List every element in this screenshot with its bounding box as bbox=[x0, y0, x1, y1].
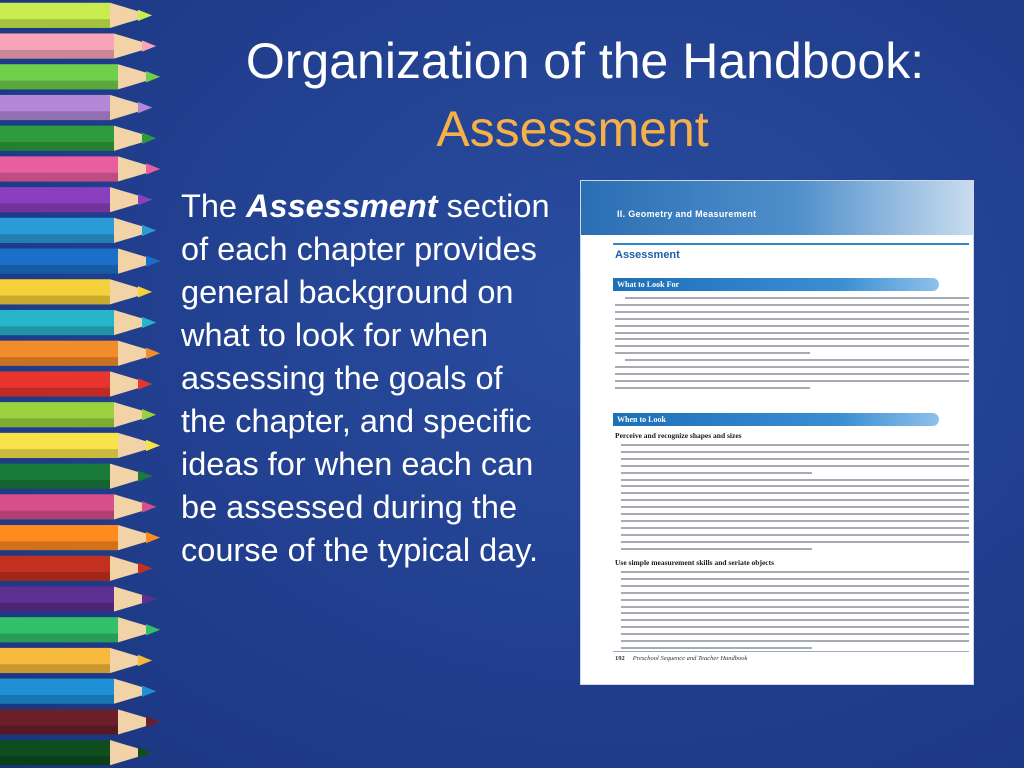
text-line bbox=[621, 647, 812, 649]
text-line bbox=[615, 345, 969, 347]
text-line bbox=[621, 534, 969, 536]
text-line bbox=[615, 366, 969, 368]
text-line bbox=[625, 359, 969, 361]
text-line bbox=[615, 304, 969, 306]
slide-title: Organization of the Handbook: bbox=[245, 33, 925, 89]
text-line bbox=[621, 520, 969, 522]
text-line bbox=[621, 626, 969, 628]
pencil bbox=[0, 279, 152, 304]
pencil bbox=[0, 494, 156, 519]
subhead-shapes: Perceive and recognize shapes and sizes bbox=[615, 431, 742, 440]
section-bar-when-to-look bbox=[613, 413, 939, 426]
text-line bbox=[621, 578, 969, 580]
pencil bbox=[0, 464, 152, 489]
handbook-page-image bbox=[581, 181, 973, 684]
pencil bbox=[0, 126, 156, 151]
page-heading: Assessment bbox=[615, 249, 680, 261]
text-line bbox=[621, 444, 969, 446]
pencil bbox=[0, 187, 152, 212]
text-line bbox=[621, 513, 969, 515]
text-line bbox=[621, 633, 969, 635]
text-line bbox=[621, 548, 812, 550]
pencil bbox=[0, 95, 152, 120]
text-line bbox=[621, 571, 969, 573]
pencil bbox=[0, 679, 156, 704]
pencil bbox=[0, 341, 160, 366]
pencil bbox=[0, 310, 156, 335]
text-line bbox=[621, 472, 812, 474]
text-line bbox=[621, 599, 969, 601]
text-line bbox=[615, 373, 969, 375]
text-line bbox=[615, 332, 969, 334]
text-line bbox=[621, 451, 969, 453]
text-line bbox=[621, 492, 969, 494]
pencil bbox=[0, 709, 160, 734]
text-line bbox=[625, 297, 969, 299]
section-label-what: What to Look For bbox=[617, 280, 679, 289]
text-line bbox=[621, 499, 969, 501]
text-line bbox=[615, 380, 969, 382]
colored-pencils-decoration bbox=[0, 0, 175, 768]
body-intro: The bbox=[181, 188, 247, 224]
text-line bbox=[615, 387, 810, 389]
text-line bbox=[615, 352, 810, 354]
text-line bbox=[621, 485, 969, 487]
text-line bbox=[621, 640, 969, 642]
body-paragraph bbox=[181, 185, 556, 572]
pencil bbox=[0, 740, 152, 765]
text-line bbox=[621, 619, 969, 621]
page-footer bbox=[615, 655, 747, 662]
pencil bbox=[0, 586, 156, 611]
pencil bbox=[0, 218, 156, 243]
text-line bbox=[615, 311, 969, 313]
pencil bbox=[0, 617, 160, 642]
pencil bbox=[0, 33, 156, 58]
slide-subtitle: Assessment bbox=[436, 101, 709, 157]
page-chapter-label: II. Geometry and Measurement bbox=[617, 209, 757, 219]
pencil bbox=[0, 525, 160, 550]
text-line bbox=[615, 338, 969, 340]
pencil bbox=[0, 556, 152, 581]
text-line bbox=[621, 592, 969, 594]
text-line bbox=[621, 585, 969, 587]
pencil bbox=[0, 648, 152, 673]
text-line bbox=[621, 606, 969, 608]
pencil bbox=[0, 249, 160, 274]
text-line bbox=[621, 527, 969, 529]
pencil bbox=[0, 64, 160, 89]
pencil bbox=[0, 371, 152, 396]
text-line bbox=[621, 612, 969, 614]
footer-title: Preschool Sequence and Teacher Handbook bbox=[632, 655, 748, 662]
text-line bbox=[621, 541, 969, 543]
pencil bbox=[0, 3, 152, 28]
pencil bbox=[0, 433, 160, 458]
text-line bbox=[621, 465, 969, 467]
body-rest: section of each chapter provides general background on what to look for when assessing the goals of the chapter, and specific ideas for when each can be assessed during the course of the typical day. bbox=[181, 188, 550, 568]
text-line bbox=[621, 506, 969, 508]
page-top-band bbox=[581, 181, 973, 235]
text-line bbox=[615, 318, 969, 320]
text-line bbox=[615, 325, 969, 327]
body-emphasis: Assessment bbox=[246, 188, 438, 224]
text-line bbox=[621, 458, 969, 460]
text-line bbox=[621, 479, 969, 481]
section-bar-what-to-look-for bbox=[613, 278, 939, 291]
pencil bbox=[0, 402, 156, 427]
pencil bbox=[0, 156, 160, 181]
subhead-measurement: Use simple measurement skills and seriate objects bbox=[615, 558, 775, 567]
section-label-when: When to Look bbox=[617, 415, 666, 424]
page-heading-rule bbox=[613, 243, 969, 245]
footer-rule bbox=[613, 651, 969, 652]
page-number: 192 bbox=[615, 655, 625, 662]
